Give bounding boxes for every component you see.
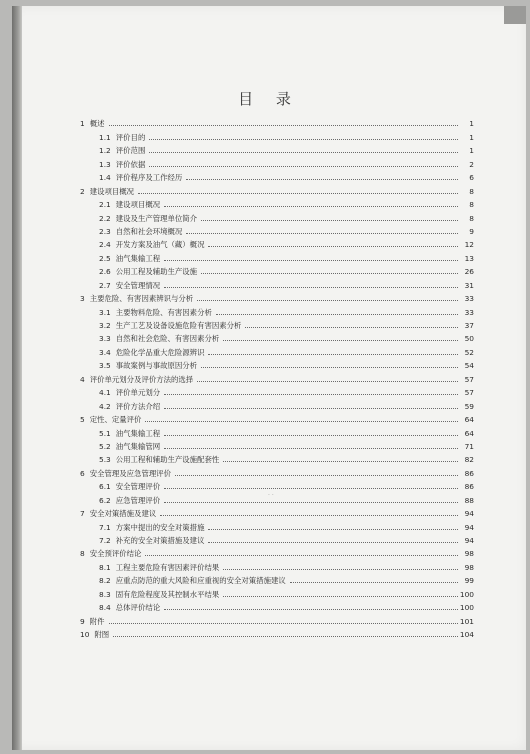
toc-entry [80, 155, 474, 168]
toc-entry-label: 总体评价结论 [115, 603, 161, 613]
toc-leader-dots [201, 367, 458, 368]
toc-leader-dots [164, 488, 458, 489]
toc-entry-number: 5.3 [99, 455, 111, 465]
toc-entry [80, 505, 474, 518]
toc-leader-dots [149, 152, 458, 153]
toc-entry [80, 478, 474, 491]
toc-entry [80, 558, 474, 571]
toc-entry-page: 9 [469, 226, 474, 236]
toc-entry-number: 2 [80, 186, 85, 196]
toc-leader-dots [223, 461, 458, 462]
toc-leader-dots [164, 502, 458, 503]
toc-entry [80, 142, 474, 155]
toc-leader-dots [201, 220, 458, 221]
toc-entry [80, 491, 474, 504]
table-of-contents [80, 115, 474, 639]
toc-leader-dots [164, 435, 458, 436]
toc-entry [80, 196, 474, 209]
toc-leader-dots [149, 166, 458, 167]
toc-leader-dots [290, 582, 458, 583]
toc-entry-page: 88 [464, 495, 474, 505]
toc-entry-number: 8.3 [99, 589, 111, 599]
toc-entry-label: 油气集输工程 [115, 428, 161, 438]
toc-entry-page: 98 [464, 549, 474, 559]
toc-entry-label: 评价单元划分及评价方法的选择 [89, 374, 194, 384]
toc-leader-dots [223, 596, 458, 597]
toc-entry-label: 概述 [89, 119, 105, 129]
toc-leader-dots [223, 340, 458, 341]
toc-entry [80, 169, 474, 182]
toc-entry-number: 1 [80, 119, 85, 129]
toc-entry-page: 2 [469, 159, 474, 169]
toc-entry-label: 油气集输工程 [115, 253, 161, 263]
toc-entry [80, 545, 474, 558]
toc-entry-number: 2.4 [99, 240, 111, 250]
toc-entry [80, 115, 474, 128]
scan-speck: · · [268, 492, 274, 499]
toc-leader-dots [164, 408, 458, 409]
toc-leader-dots [164, 394, 458, 395]
toc-entry-number: 9 [80, 616, 85, 626]
toc-entry-number: 1.3 [99, 159, 111, 169]
toc-entry-number: 2.2 [99, 213, 111, 223]
toc-entry-label: 评价依据 [115, 159, 146, 169]
toc-leader-dots [164, 448, 458, 449]
toc-entry-page: 101 [459, 616, 474, 626]
toc-entry-number: 4.2 [99, 401, 111, 411]
toc-entry-number: 8 [80, 549, 85, 559]
toc-entry [80, 612, 474, 625]
toc-leader-dots [201, 273, 458, 274]
toc-entry-number: 3.5 [99, 361, 111, 371]
toc-leader-dots [109, 623, 458, 624]
toc-entry-number: 7.1 [99, 522, 111, 532]
toc-entry-label: 生产工艺及设备设施危险有害因素分析 [115, 321, 242, 330]
toc-entry-label: 安全对策措施及建议 [89, 509, 157, 519]
toc-leader-dots [164, 206, 458, 207]
toc-entry-page: 99 [464, 576, 474, 586]
toc-entry-page: 31 [464, 280, 474, 290]
toc-entry-label: 评价程序及工作经历 [115, 173, 183, 183]
toc-entry-number: 6 [80, 468, 85, 478]
toc-entry-page: 100 [459, 603, 474, 613]
toc-entry-page: 94 [464, 509, 474, 519]
page-corner-shadow [504, 6, 526, 24]
toc-entry-page: 1 [469, 132, 474, 142]
toc-entry-number: 8.4 [99, 603, 111, 613]
toc-leader-dots [145, 555, 458, 556]
toc-entry-number: 3.4 [99, 347, 111, 357]
toc-entry-label: 工程主要危险有害因素评价结果 [115, 562, 220, 572]
binding-edge [12, 6, 22, 750]
page-title: 目 录 [238, 90, 300, 108]
toc-entry-label: 应重点防范的重大风险和应重视的安全对策措施建议 [115, 576, 286, 586]
toc-entry [80, 317, 474, 330]
toc-entry [80, 451, 474, 464]
toc-entry [80, 182, 474, 195]
toc-entry [80, 464, 474, 477]
toc-entry-number: 2.5 [99, 253, 111, 263]
toc-entry-number: 3.2 [99, 321, 111, 330]
toc-entry [80, 290, 474, 303]
toc-entry-number: 2.7 [99, 280, 111, 290]
toc-entry-number: 7 [80, 509, 85, 519]
toc-entry-label: 评价方法介绍 [115, 401, 161, 411]
toc-entry-label: 危险化学品重大危险源辨识 [115, 347, 205, 357]
toc-entry-label: 附图 [94, 630, 110, 640]
toc-leader-dots [164, 287, 458, 288]
toc-leader-dots [138, 193, 458, 194]
toc-entry-number: 2.6 [99, 267, 111, 277]
toc-entry [80, 263, 474, 276]
toc-entry-label: 安全管理评价 [115, 482, 161, 492]
toc-entry-page: 98 [464, 562, 474, 572]
toc-entry-page: 57 [464, 388, 474, 398]
toc-entry-page: 54 [464, 361, 474, 371]
toc-entry-number: 5 [80, 415, 85, 425]
toc-entry-page: 71 [464, 441, 474, 451]
toc-entry [80, 532, 474, 545]
toc-entry-page: 1 [469, 119, 474, 129]
toc-entry-number: 6.2 [99, 495, 111, 505]
toc-entry-number: 1.4 [99, 173, 111, 183]
toc-entry-page: 82 [464, 455, 474, 465]
toc-entry [80, 585, 474, 598]
toc-entry-label: 主要物料危险、有害因素分析 [115, 307, 212, 317]
toc-entry-number: 6.1 [99, 482, 111, 492]
toc-leader-dots [208, 354, 458, 355]
toc-leader-dots [245, 327, 458, 328]
toc-entry-page: 1 [469, 146, 474, 156]
toc-entry-number: 1.1 [99, 132, 111, 142]
document-page [12, 6, 526, 750]
toc-entry [80, 397, 474, 410]
toc-entry-label: 开发方案及油气（藏）概况 [115, 240, 205, 250]
toc-entry-page: 6 [469, 173, 474, 183]
toc-entry-label: 公用工程和辅助生产设施配套性 [115, 455, 220, 465]
toc-entry [80, 599, 474, 612]
toc-entry-page: 33 [464, 307, 474, 317]
toc-entry-page: 33 [464, 294, 474, 304]
toc-entry-page: 13 [464, 253, 474, 263]
toc-leader-dots [208, 542, 458, 543]
toc-entry-page: 8 [469, 213, 474, 223]
toc-entry [80, 357, 474, 370]
toc-entry-number: 1.2 [99, 146, 111, 156]
toc-entry-label: 油气集输管网 [115, 441, 161, 451]
toc-entry-label: 附件 [89, 616, 105, 626]
toc-leader-dots [164, 260, 458, 261]
toc-entry-label: 评价目的 [115, 132, 146, 142]
toc-entry-page: 86 [464, 482, 474, 492]
toc-entry-number: 5.1 [99, 428, 111, 438]
toc-entry-number: 3 [80, 294, 85, 304]
toc-entry-page: 50 [464, 334, 474, 344]
toc-entry-label: 应急管理评价 [115, 495, 161, 505]
toc-leader-dots [186, 179, 458, 180]
toc-leader-dots [208, 246, 458, 247]
toc-entry-label: 安全预评价结论 [89, 549, 142, 559]
toc-entry-page: 57 [464, 374, 474, 384]
toc-entry-page: 59 [464, 401, 474, 411]
toc-entry-page: 64 [464, 428, 474, 438]
toc-entry-number: 8.2 [99, 576, 111, 586]
toc-leader-dots [186, 233, 458, 234]
toc-entry-number: 2.1 [99, 200, 111, 210]
toc-entry-label: 建设项目概况 [89, 186, 135, 196]
toc-leader-dots [160, 515, 458, 516]
toc-entry [80, 438, 474, 451]
toc-entry-label: 自然和社会环境概况 [115, 226, 183, 236]
toc-leader-dots [145, 421, 458, 422]
toc-entry [80, 370, 474, 383]
toc-entry-page: 104 [459, 630, 474, 640]
toc-entry [80, 236, 474, 249]
toc-leader-dots [175, 475, 458, 476]
toc-entry-number: 3.1 [99, 307, 111, 317]
toc-entry-page: 94 [464, 536, 474, 545]
toc-entry-page: 26 [464, 267, 474, 277]
toc-leader-dots [109, 125, 459, 126]
toc-entry [80, 343, 474, 356]
toc-entry-page: 52 [464, 347, 474, 357]
toc-entry-number: 4.1 [99, 388, 111, 398]
toc-entry [80, 223, 474, 236]
toc-entry [80, 303, 474, 316]
toc-entry-number: 2.3 [99, 226, 111, 236]
toc-entry-label: 补充的安全对策措施及建议 [115, 536, 205, 545]
toc-leader-dots [164, 609, 458, 610]
toc-entry-number: 5.2 [99, 441, 111, 451]
toc-entry-label: 固有危险程度及其控制水平结果 [115, 589, 220, 599]
toc-entry-page: 64 [464, 415, 474, 425]
toc-entry-number: 10 [80, 630, 90, 640]
toc-entry [80, 384, 474, 397]
toc-leader-dots [149, 139, 458, 140]
toc-entry [80, 572, 474, 585]
toc-entry [80, 330, 474, 343]
toc-entry-label: 方案中提出的安全对策措施 [115, 522, 205, 532]
toc-entry-label: 主要危险、有害因素辨识与分析 [89, 294, 194, 304]
toc-entry [80, 209, 474, 222]
toc-entry [80, 249, 474, 262]
toc-entry-label: 安全管理及应急管理评价 [89, 468, 172, 478]
toc-leader-dots [208, 529, 458, 530]
toc-entry-page: 94 [464, 522, 474, 532]
toc-entry-number: 4 [80, 374, 85, 384]
toc-entry-number: 3.3 [99, 334, 111, 344]
toc-entry-label: 事故案例与事故原因分析 [115, 361, 198, 371]
toc-entry [80, 411, 474, 424]
toc-leader-dots [113, 636, 458, 637]
toc-entry-label: 建设项目概况 [115, 200, 161, 210]
toc-entry-page: 8 [469, 200, 474, 210]
toc-leader-dots [223, 569, 458, 570]
toc-entry-number: 8.1 [99, 562, 111, 572]
toc-entry [80, 276, 474, 289]
toc-entry-label: 定性、定量评价 [89, 415, 142, 425]
toc-entry-label: 安全管理情况 [115, 280, 161, 290]
toc-leader-dots [197, 381, 458, 382]
toc-entry-page: 100 [459, 589, 474, 599]
toc-entry-page: 37 [464, 321, 474, 330]
toc-entry-page: 12 [464, 240, 474, 250]
toc-entry-number: 7.2 [99, 536, 111, 545]
toc-entry [80, 128, 474, 141]
toc-entry-label: 自然和社会危险、有害因素分析 [115, 334, 220, 344]
toc-entry-label: 评价范围 [115, 146, 146, 156]
toc-entry-label: 评价单元划分 [115, 388, 161, 398]
toc-entry [80, 626, 474, 639]
toc-entry [80, 518, 474, 531]
toc-leader-dots [216, 314, 458, 315]
toc-entry-label: 公用工程及辅助生产设施 [115, 267, 198, 277]
toc-entry [80, 424, 474, 437]
toc-entry-page: 8 [469, 186, 474, 196]
toc-entry-page: 86 [464, 468, 474, 478]
toc-entry-label: 建设及生产管理单位简介 [115, 213, 198, 223]
toc-leader-dots [197, 300, 458, 301]
